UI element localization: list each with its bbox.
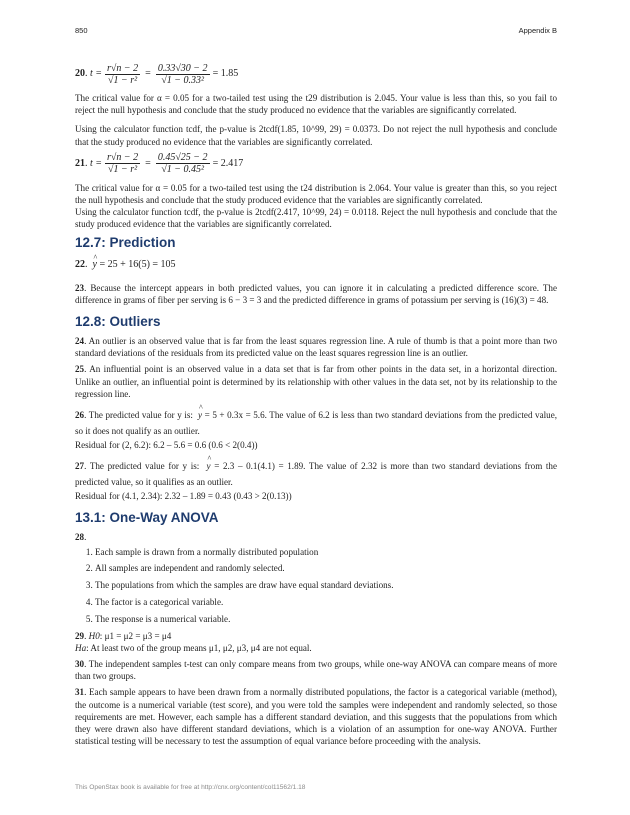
paragraph: The critical value for α = 0.05 for a two-tailed test using the t29 distribution is 2.045. Your value is less than this, so you fail to reject the null hypothesis and conclude that the study produced no evidence that the variables are significantly correlated.: [75, 93, 557, 116]
paragraph: Because the intercept appears in both predicted values, you can ignore it in calculating a predicted difference score. The difference in grams of fiber per serving is 6 − 3 = 3 and the predicted difference in grams of potassium per serving is (16)(3) = 48.: [75, 282, 558, 305]
list-item: 1. Each sample is drawn from a normally distributed population: [95, 546, 557, 558]
residual-line: Residual for (4.1, 2.34): 2.32 – 1.89 = 0.43 (0.43 > 2(0.13)): [75, 491, 292, 502]
equation-text: = 25 + 16(5) = 105: [99, 258, 176, 270]
numerator: 0.45√25 − 2: [157, 152, 208, 164]
denominator: √1 − r²: [108, 74, 138, 86]
fraction: [156, 152, 210, 175]
item-number: 21: [75, 157, 85, 169]
item-number: 30: [75, 659, 85, 670]
numerator: r√n − 2: [107, 62, 139, 74]
paragraph: The independent samples t-test can only compare means from two groups, while one-way ANOVA can compare means of more than two groups.: [75, 659, 557, 682]
ha-label: Ha: [75, 642, 87, 653]
denominator: √1 − r²: [108, 164, 138, 176]
running-header: Appendix B: [518, 26, 557, 35]
ha-text: : At least two of the group means μ1, μ2, μ3, μ4 are not equal.: [86, 642, 312, 653]
item-number: 25: [75, 364, 85, 375]
denominator: √1 − 0.45²: [161, 164, 205, 176]
paragraph: . The value of 2.32 is more than two standard deviations from the predicted value, so it qualifies as an outlier.: [75, 461, 557, 488]
equation-result: = 2.417: [212, 157, 244, 169]
item-number: 22: [75, 258, 85, 270]
assumptions-list: [75, 546, 557, 625]
numerator: 0.33√30 − 2: [157, 62, 208, 74]
fraction: [156, 63, 210, 86]
lead-text: The predicted value for y is:: [88, 410, 193, 421]
lead-text: The predicted value for y is:: [89, 461, 200, 472]
page-content: 20 . t = $\frac{r√n - 2}{\text{√1 − r²}}$ = $\frac{0.33√30 - 2}{\text{√1 − 0.33²}}$ = 1.85 The critical value for α = 0.05 for a two-tailed test using the t29 distribution is 2.045. Your value is less than this, so you fail to reject the null hypothesis and conclude that the study produced no evidence that the variables are significantly correlated. Using the calculator function tcdf, the p-value is 2tcdf(1.85, 10^99, 29) = 0.0373. Do not reject the null hypothesis and conclude that the study produced no evidence that the variables are significantly correlated. 21 . t = $\frac{r√n - 2}{\text{√1 − r²}}$ = $\frac{0.45√25 - 2}{\text{√1 − 0.45²}}$ = 2.417 The critical value for α = 0.05 for a two-tailed test using the t24 distribution is 2.064. Your value is greater than this, so you reject the null hypothesis and conclude that the study produced evidence that the variables are significantly correlated. Using the calculator function tcdf, the p-value is 2tcdf(2.417, 10^99, 24) = 0.0118. Reject the null hypothesis and conclude that the study produced evidence that the variables are significantly correlated. 12.7: Prediction 22 . ^ y = 25 + 16(5) = 105 23. Because the intercept appears in both predicted values, you can ignore it in calculating a predicted difference score. The difference in grams of fiber per serving is 6 − 3 = 3 and the predicted difference in grams of potassium per serving is (16)(3) = 48. 12.8: Outliers 24. An outlier is an observed value that is far from the least squares regression line. A rule of thumb is that a point more than two standard deviations of the residuals from its predicted value on the least squares regression line is an outlier. 25. An influential point is an observed value in a data set that is far from other points in the data set, in a horizontal direction. Unlike an outlier, an influential point is determined by its relationship with other values in the data set, not by its relationship to the regression line. 26. The predicted value for y is: ^ y = 5 + 0.3x = 5.6. The value of 6.2 is less than two standard deviations from the predicted value, so it does not qualify as an outlier. Residual for (2, 6.2): 6.2 – 5.6 = 0.6 (0.6 < 2(0.4)) 27. The predicted value for y is: ^ y = 2.3 – 0.1(4.1) = 1.89. The value of 2.32 is more than two standard deviations from the predicted value, so it qualifies as an outlier. Residual for (4.1, 2.34): 2.32 – 1.89 = 0.43 (0.43 > 2(0.13)) 13.1: One-Way ANOVA 28. 1. Each sample is drawn from a normally distributed population 2. All samples are independent and randomly selected. 3. The populations from which the samples are draw have equal standard deviations. 4. The factor is a categorical variable. 5. The response is a numerical variable. 29. H0: μ1 = μ2 = μ3 = μ4 Ha: At least two of the group means μ1, μ2, μ3, μ4 are not equal. 30. The independent samples t-test can only compare means from two groups, while one-way ANOVA can compare means of more than two groups. 31. Each sample appears to have been drawn from a normally distributed populations, the factor is a categorical variable (method), the outcome is a numerical variable (test score), and you were told the samples were independent and randomly selected, so those requirements are met. However, each sample has a different standard deviation, and this suggests that the populations from which they were drawn also have different standard deviations, which is a violation of an assumption for one-way ANOVA. Further statistical testing will be necessary to test the assumption of equal variance before proceeding with the analysis.: [75, 58, 557, 747]
page-number: 850: [75, 26, 88, 35]
y-hat: ^ y: [93, 259, 97, 271]
list-item: 5. The response is a numerical variable.: [95, 613, 557, 625]
h0-text: : μ1 = μ2 = μ3 = μ4: [99, 630, 172, 641]
list-item: 2. All samples are independent and randomly selected.: [95, 562, 557, 574]
fraction: [105, 63, 140, 86]
paragraph: Using the calculator function tcdf, the p-value is 2tcdf(2.417, 10^99, 24) = 0.0118. Reject the null hypothesis and conclude that the study produced evidence that the variables are significantly correlated.: [75, 207, 557, 230]
paragraph: . The value of 6.2 is less than two standard deviations from the predicted value, so it does not qualify as an outlier.: [75, 410, 558, 437]
item-number: 20: [75, 67, 85, 79]
numerator: r√n − 2: [107, 152, 139, 164]
section-heading-12-8: 12.8: Outliers: [75, 314, 161, 330]
y-hat: ^ y: [198, 407, 202, 423]
list-item: 3. The populations from which the samples are draw have equal standard deviations.: [95, 579, 557, 591]
section-heading-12-7: 12.7: Prediction: [75, 234, 176, 250]
denominator: √1 − 0.33²: [161, 74, 205, 86]
equation-20: 20 . t = $\frac{r√n - 2}{\text{√1 − r²}}$ = $\frac{0.33√30 - 2}{\text{√1 − 0.33²}}$ = 1.85: [75, 62, 239, 86]
footer-note: This OpenStax book is available for free at http://cnx.org/content/col11562/1.18: [75, 784, 306, 791]
item-number: 29: [75, 630, 85, 641]
section-heading-13-1: 13.1: One-Way ANOVA: [75, 510, 219, 526]
paragraph: An influential point is an observed value in a data set that is far from other points in the data set, in a horizontal direction. Unlike an outlier, an influential point is determined by its relationship with other values in the data set, not by its relationship to the regression line.: [75, 364, 557, 399]
item-number: 28: [75, 532, 85, 543]
equation-22: 22 . ^ y = 25 + 16(5) = 105: [75, 256, 557, 274]
paragraph: The critical value for α = 0.05 for a two-tailed test using the t24 distribution is 2.064. Your value is greater than this, so you reject the null hypothesis and conclude that the study produced evidence that the variables are significantly correlated.: [75, 182, 557, 206]
paragraph: Each sample appears to have been drawn from a normally distributed populations, the factor is a categorical variable (method), the outcome is a numerical variable (test score), and you were told the samples were independent and randomly selected, so those requirements are met. However, each sample has a different standard deviation, and this suggests that the populations from which they were drawn also have different standard deviations, which is a violation of an assumption for one-way ANOVA. Further statistical testing will be necessary to test the assumption of equal variance before proceeding with the analysis.: [75, 687, 557, 747]
t-var: t =: [90, 157, 103, 169]
fraction: [105, 152, 140, 175]
equation-result: = 1.85: [212, 67, 239, 79]
item-number: 26: [75, 410, 85, 421]
equation-text: = 2.3 – 0.1(4.1) = 1.89: [214, 461, 304, 472]
t-var: t =: [90, 67, 103, 79]
residual-line: Residual for (2, 6.2): 6.2 – 5.6 = 0.6 (0.6 < 2(0.4)): [75, 440, 258, 451]
item-number: 27: [75, 461, 85, 472]
equation-21: 21 . t = $\frac{r√n - 2}{\text{√1 − r²}}$ = $\frac{0.45√25 - 2}{\text{√1 − 0.45²}}$ = 2.417: [75, 152, 244, 176]
y-hat: ^ y: [207, 458, 211, 474]
item-number: 23: [75, 282, 85, 293]
equation-text: = 5 + 0.3x = 5.6: [204, 410, 265, 421]
h0-label: H0: [88, 630, 100, 641]
paragraph: Using the calculator function tcdf, the p-value is 2tcdf(1.85, 10^99, 29) = 0.0373. Do not reject the null hypothesis and conclude that the study produced no evidence that the variables are significantly correlated.: [75, 124, 557, 147]
item-number: 31: [75, 687, 85, 698]
paragraph: An outlier is an observed value that is far from the least squares regression line. A rule of thumb is that a point more than two standard deviations of the residuals from its predicted value on the least squares regression line is an outlier.: [75, 336, 557, 359]
item-number: 24: [75, 336, 85, 347]
list-item: 4. The factor is a categorical variable.: [95, 596, 557, 608]
